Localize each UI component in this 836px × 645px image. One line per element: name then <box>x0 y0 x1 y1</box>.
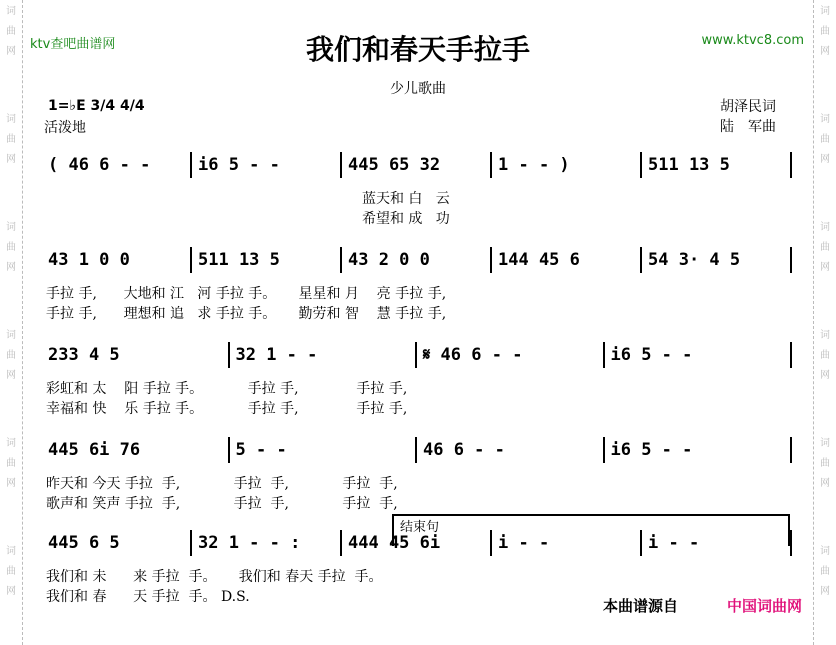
measure: 511 13 5 <box>198 250 280 270</box>
lyricist: 胡泽民词 <box>720 99 776 115</box>
ending-bracket <box>392 514 790 546</box>
side-watermark-char: 曲 <box>6 458 16 469</box>
song-subtitle: 少儿歌曲 <box>390 81 446 97</box>
side-watermark-char: 网 <box>820 154 830 165</box>
measure: 444 45 6i <box>348 533 441 553</box>
side-watermark-char: 曲 <box>820 566 830 577</box>
side-watermark-char: 曲 <box>820 134 830 145</box>
side-watermark-char: 网 <box>6 370 16 381</box>
side-watermark-char: 词 <box>6 222 16 233</box>
measure: i6 5 - - <box>610 440 693 460</box>
side-watermark-char: 网 <box>820 46 830 57</box>
side-watermark-char: 词 <box>6 114 16 125</box>
measure: 445 6i 76 <box>48 440 141 460</box>
measure: i6 5 - - <box>198 155 280 175</box>
side-watermark-char: 曲 <box>820 350 830 361</box>
measure: 5 - - <box>235 440 287 460</box>
side-watermark-char: 网 <box>820 262 830 273</box>
side-watermark-char: 网 <box>6 586 16 597</box>
side-watermark-char: 网 <box>6 46 16 57</box>
side-watermark-char: 词 <box>820 6 830 17</box>
side-watermark-char: 词 <box>6 546 16 557</box>
source-label: 本曲谱源自 <box>602 597 678 615</box>
side-watermark-char: 曲 <box>820 458 830 469</box>
site-name-left: ktv查吧曲谱网 <box>30 37 116 52</box>
measure: 1 - - ) <box>498 155 570 175</box>
measure: 445 65 32 <box>348 155 441 175</box>
side-watermark-char: 网 <box>6 478 16 489</box>
measure: 𝄋 46 6 - - <box>423 345 523 365</box>
side-watermark-char: 网 <box>6 154 16 165</box>
lyric-line: 我们和 未 来 手拉 手。 我们和 春天 手拉 手。 <box>46 569 383 585</box>
measure: 144 45 6 <box>498 250 580 270</box>
measure: 32 1 - - <box>235 345 318 365</box>
side-watermark-char: 词 <box>820 114 830 125</box>
side-watermark-char: 网 <box>820 370 830 381</box>
lyric-line: 我们和 春 天 手拉 手。 D.S. <box>46 589 250 605</box>
lyric-line: 手拉 手, 理想和 追 求 手拉 手。 勤劳和 智 慧 手拉 手, <box>46 306 447 322</box>
side-watermark-char: 词 <box>820 438 830 449</box>
side-watermark-char: 曲 <box>820 242 830 253</box>
lyric-line: 彩虹和 太 阳 手拉 手。 手拉 手, 手拉 手, <box>46 381 408 397</box>
measure: 233 4 5 <box>48 345 120 365</box>
side-watermark-char: 词 <box>6 438 16 449</box>
lyric-line: 幸福和 快 乐 手拉 手。 手拉 手, 手拉 手, <box>46 401 408 417</box>
ending-label: 结束句 <box>400 520 440 535</box>
side-watermark-char: 曲 <box>6 242 16 253</box>
side-watermark-char: 词 <box>6 330 16 341</box>
song-title: 我们和春天手拉手 <box>305 33 530 66</box>
side-watermark-char: 词 <box>6 6 16 17</box>
measure: 54 3· 4 5 <box>648 250 741 270</box>
lyric-line: 手拉 手, 大地和 江 河 手拉 手。 星星和 月 亮 手拉 手, <box>46 286 447 302</box>
composer: 陆 军曲 <box>720 119 776 135</box>
measure: i - - <box>648 533 700 553</box>
side-watermark-char: 网 <box>820 478 830 489</box>
bar-line <box>790 342 792 368</box>
lyric-line: 希望和 成 功 <box>46 211 450 227</box>
side-watermark-char: 网 <box>820 586 830 597</box>
bar-line <box>790 530 792 556</box>
side-watermark-char: 曲 <box>6 566 16 577</box>
side-watermark-char: 词 <box>820 330 830 341</box>
side-watermark-char: 词 <box>820 222 830 233</box>
source-site-link[interactable]: 中国词曲网 <box>726 597 802 615</box>
credits <box>720 97 776 137</box>
side-watermark-char: 网 <box>6 262 16 273</box>
side-watermark-char: 曲 <box>6 26 16 37</box>
bar-line <box>790 437 792 463</box>
measure: 46 6 - - <box>423 440 505 460</box>
measure: 43 2 0 0 <box>348 250 430 270</box>
measure: 43 1 0 0 <box>48 250 130 270</box>
tempo-marking: 活泼地 <box>44 120 86 136</box>
notation-row <box>42 435 792 465</box>
bar-line <box>790 247 792 273</box>
measure: i6 5 - - <box>610 345 693 365</box>
bar-line <box>790 152 792 178</box>
lyric-line: 蓝天和 白 云 <box>46 191 450 207</box>
side-watermark-char: 词 <box>820 546 830 557</box>
measure: 32 1 - - : <box>198 533 301 553</box>
site-url-right: www.ktvc8.com <box>701 33 804 48</box>
notation-row <box>42 340 792 370</box>
measure: ( 46 6 - - <box>48 155 151 175</box>
side-watermark-char: 曲 <box>6 134 16 145</box>
side-watermark-char: 曲 <box>6 350 16 361</box>
key-signature: 1=♭E 3/4 4/4 <box>48 98 145 114</box>
notation-row <box>42 245 792 275</box>
notation-row <box>42 150 792 180</box>
measure: 511 13 5 <box>648 155 730 175</box>
measure: i - - <box>498 533 550 553</box>
side-watermark-char: 曲 <box>820 26 830 37</box>
lyric-line: 歌声和 笑声 手拉 手, 手拉 手, 手拉 手, <box>46 496 398 512</box>
measure: 445 6 5 <box>48 533 120 553</box>
lyric-line: 昨天和 今天 手拉 手, 手拉 手, 手拉 手, <box>46 476 398 492</box>
